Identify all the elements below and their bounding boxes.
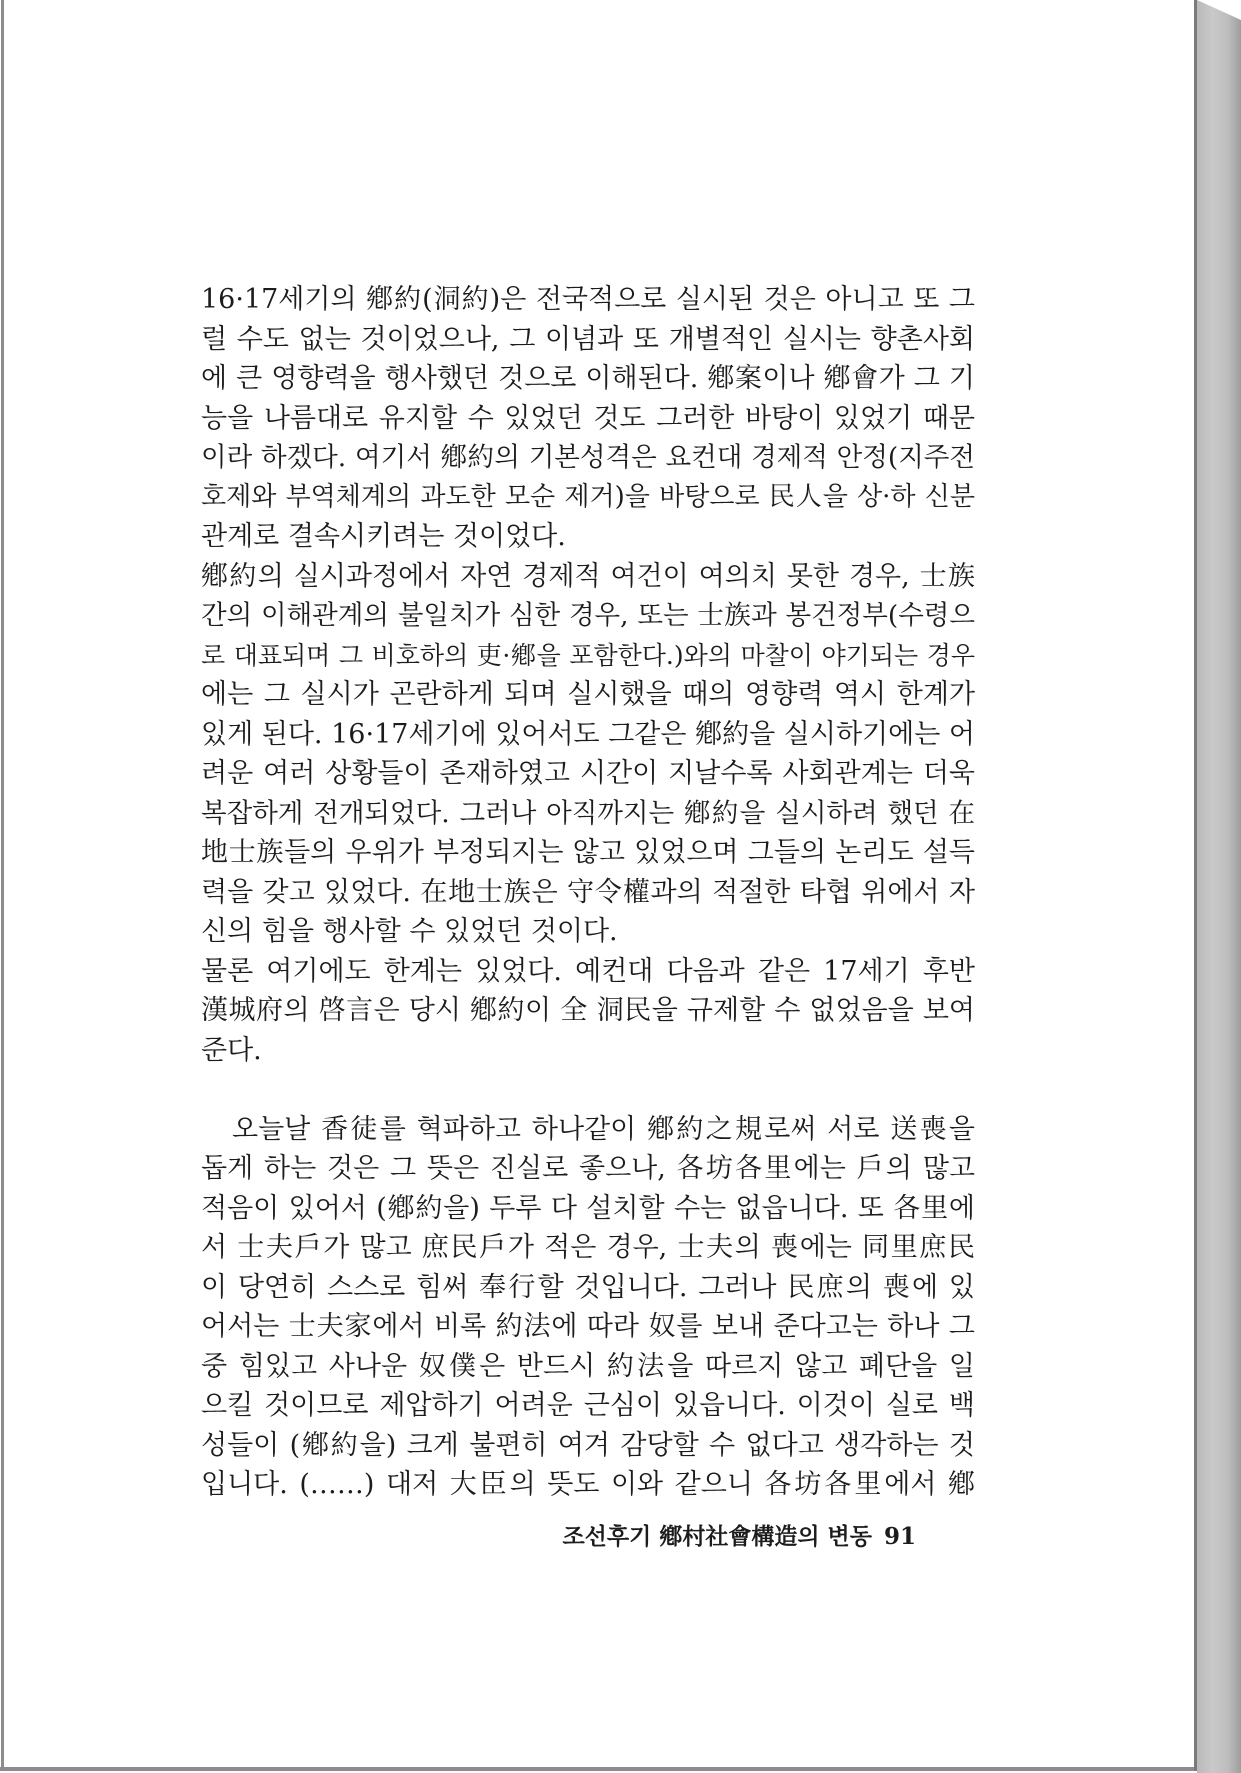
text-line: 관계로 결속시키려는 것이었다. xyxy=(201,521,566,552)
page-footer xyxy=(562,1521,916,1553)
quote-line: 이 당연히 스스로 힘써 奉行할 것입니다. 그러나 民庶의 喪에 있 xyxy=(201,1271,975,1303)
paragraph xyxy=(201,952,975,1071)
text-line: 물론 여기에도 한계는 있었다. 예컨대 다음과 같은 17세기 후반 xyxy=(201,955,975,987)
quote-line: 입니다. (……) 대저 大臣의 뜻도 이와 같으니 各坊各里에서 鄕 xyxy=(201,1469,975,1500)
page-border-bottom xyxy=(0,1767,1200,1771)
page-border-left xyxy=(1,0,4,1770)
paragraph xyxy=(201,557,975,952)
text-line: 있게 된다. 16·17세기에 있어서도 그같은 鄕約을 실시하기에는 어 xyxy=(201,718,975,750)
text-line: 복잡하게 전개되었다. 그러나 아직까지는 鄕約을 실시하려 했던 在 xyxy=(201,797,975,829)
text-line: 호제와 부역체계의 과도한 모순 제거)을 바탕으로 民人을 상·하 신분 xyxy=(201,481,975,512)
text-line: 漢城府의 啓言은 당시 鄕約이 全 洞民을 규제할 수 없었음을 보여 xyxy=(201,995,975,1026)
text-line: 능을 나름대로 유지할 수 있었던 것도 그러한 바탕이 있었기 때문 xyxy=(201,402,975,434)
text-line: 신의 힘을 행사할 수 있었던 것이다. xyxy=(201,916,618,947)
text-line: 준다. xyxy=(201,1034,262,1066)
text-line: 려운 여러 상황들이 존재하였고 시간이 지날수록 사회관계는 더욱 xyxy=(201,758,975,789)
page-number: 91 xyxy=(883,1523,916,1550)
quote-line: 오늘날 香徒를 혁파하고 하나같이 鄕約之規로써 서로 送喪을 xyxy=(232,1113,975,1145)
text-line: 16·17세기의 鄕約(洞約)은 전국적으로 실시된 것은 아니고 또 그 xyxy=(201,284,975,315)
text-line: 이라 하겠다. 여기서 鄕約의 기본성격은 요컨대 경제적 안정(지주전 xyxy=(201,442,975,473)
block-quote xyxy=(201,1110,975,1505)
paragraph xyxy=(201,280,975,557)
quote-line: 어서는 士夫家에서 비록 約法에 따라 奴를 보내 준다고는 하나 그 xyxy=(201,1311,975,1342)
text-line: 간의 이해관계의 불일치가 심한 경우, 또는 士族과 봉건정부(수령으 xyxy=(201,600,975,631)
text-line: 력을 갖고 있었다. 在地士族은 守令權과의 적절한 타협 위에서 자 xyxy=(201,876,975,908)
text-line: 로 대표되며 그 비호하의 吏·鄕을 포함한다.)와의 마찰이 야기되는 경우 xyxy=(201,640,975,670)
blank-line-spacer xyxy=(201,1070,975,1110)
page-edge-right xyxy=(1197,0,1241,1773)
body-text xyxy=(201,280,975,1505)
quote-line: 성들이 (鄕約을) 크게 불편히 여겨 감당할 수 없다고 생각하는 것 xyxy=(201,1429,975,1461)
text-line: 鄕約의 실시과정에서 자연 경제적 여건이 여의치 못한 경우, 士族 xyxy=(201,560,975,592)
text-line: 地士族들의 우위가 부정되지는 않고 있었으며 그들의 논리도 설득 xyxy=(201,837,975,868)
text-line: 에 큰 영향력을 행사했던 것으로 이해된다. 鄕案이나 鄕會가 그 기 xyxy=(201,363,975,394)
quote-line: 으킬 것이므로 제압하기 어려운 근심이 있읍니다. 이것이 실로 백 xyxy=(201,1390,975,1421)
quote-line: 중 힘있고 사나운 奴僕은 반드시 約法을 따르지 않고 폐단을 일 xyxy=(201,1350,975,1382)
quote-line: 서 士夫戶가 많고 庶民戶가 적은 경우, 士夫의 喪에는 同里庶民 xyxy=(201,1232,975,1263)
page-edge-line xyxy=(1194,0,1197,1771)
quote-line: 돕게 하는 것은 그 뜻은 진실로 좋으나, 各坊各里에는 戶의 많고 xyxy=(201,1153,975,1184)
quote-line: 적음이 있어서 (鄕約을) 두루 다 설치할 수는 없읍니다. 또 各里에 xyxy=(201,1192,975,1224)
running-title: 조선후기 鄕村社會構造의 변동 xyxy=(562,1523,872,1550)
text-line: 럴 수도 없는 것이었으나, 그 이념과 또 개별적인 실시는 향촌사회 xyxy=(201,323,975,355)
text-line: 에는 그 실시가 곤란하게 되며 실시했을 때의 영향력 역시 한계가 xyxy=(201,679,975,710)
